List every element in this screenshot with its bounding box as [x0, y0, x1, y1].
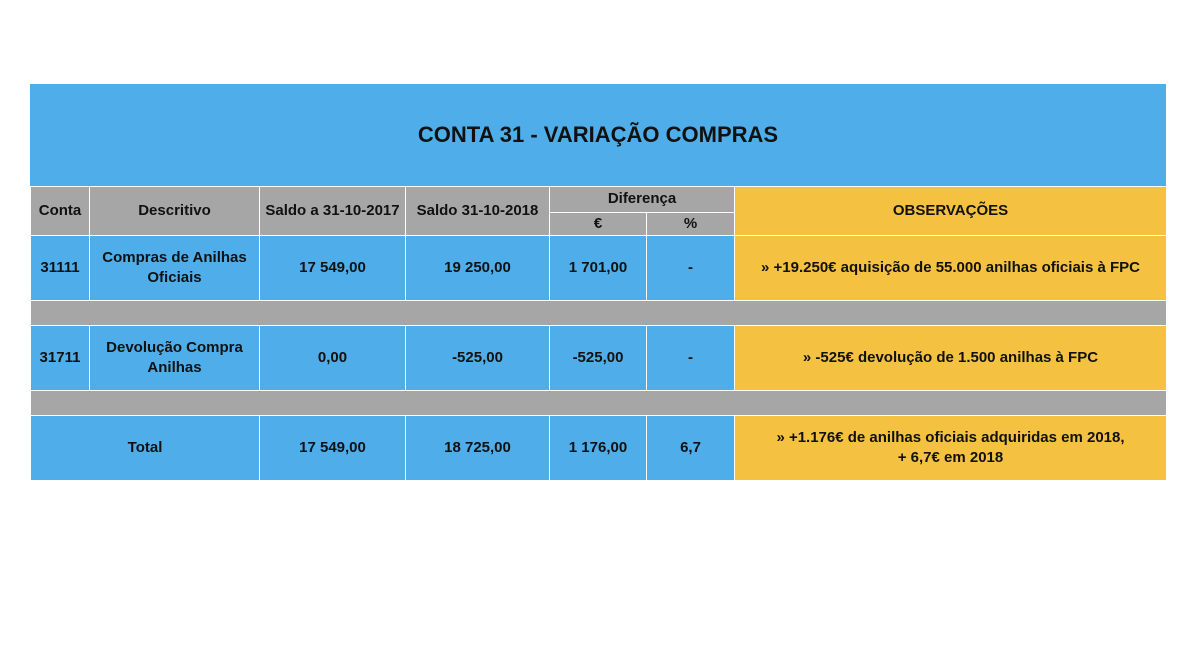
- cell-observacoes: » -525€ devolução de 1.500 anilhas à FPC: [735, 326, 1167, 391]
- total-dif-euro: 1 176,00: [550, 416, 647, 481]
- header-dif-percent: %: [647, 213, 735, 236]
- cell-saldo-2017: 17 549,00: [260, 236, 406, 301]
- total-obs-line2: + 6,7€ em 2018: [897, 449, 1004, 466]
- cell-saldo-2017: 0,00: [260, 326, 406, 391]
- total-row: [31, 416, 1167, 481]
- cell-dif-percent: -: [647, 236, 735, 301]
- header-dif-euro: €: [550, 213, 647, 236]
- header-descritivo: Descritivo: [90, 187, 260, 236]
- total-saldo-2017: 17 549,00: [260, 416, 406, 481]
- page-title: CONTA 31 - VARIAÇÃO COMPRAS: [30, 84, 1166, 186]
- total-label: Total: [31, 416, 260, 481]
- table-row: [31, 326, 1167, 391]
- cell-observacoes: » +19.250€ aquisição de 55.000 anilhas oficiais à FPC: [735, 236, 1167, 301]
- header-observacoes: OBSERVAÇÕES: [735, 187, 1167, 236]
- cell-saldo-2018: 19 250,00: [406, 236, 550, 301]
- header-row: [31, 187, 1167, 213]
- header-conta: Conta: [31, 187, 90, 236]
- cell-saldo-2018: -525,00: [406, 326, 550, 391]
- cell-conta: 31711: [31, 326, 90, 391]
- cell-dif-euro: 1 701,00: [550, 236, 647, 301]
- cell-descritivo: Compras de Anilhas Oficiais: [90, 236, 260, 301]
- cell-descritivo: Devolução Compra Anilhas: [90, 326, 260, 391]
- cell-dif-percent: -: [647, 326, 735, 391]
- separator-row: [31, 391, 1167, 416]
- header-saldo-2017: Saldo a 31-10-2017: [260, 187, 406, 236]
- total-dif-percent: 6,7: [647, 416, 735, 481]
- cell-conta: 31111: [31, 236, 90, 301]
- header-saldo-2018: Saldo 31-10-2018: [406, 187, 550, 236]
- total-observacoes: [735, 416, 1167, 481]
- total-saldo-2018: 18 725,00: [406, 416, 550, 481]
- total-obs-line1: » +1.176€ de anilhas oficiais adquiridas em 2018,: [776, 428, 1125, 446]
- separator-row: [31, 301, 1167, 326]
- table-row: [31, 236, 1167, 301]
- cell-dif-euro: -525,00: [550, 326, 647, 391]
- variacao-compras-table: [30, 186, 1167, 481]
- header-diferenca: Diferença: [550, 187, 735, 213]
